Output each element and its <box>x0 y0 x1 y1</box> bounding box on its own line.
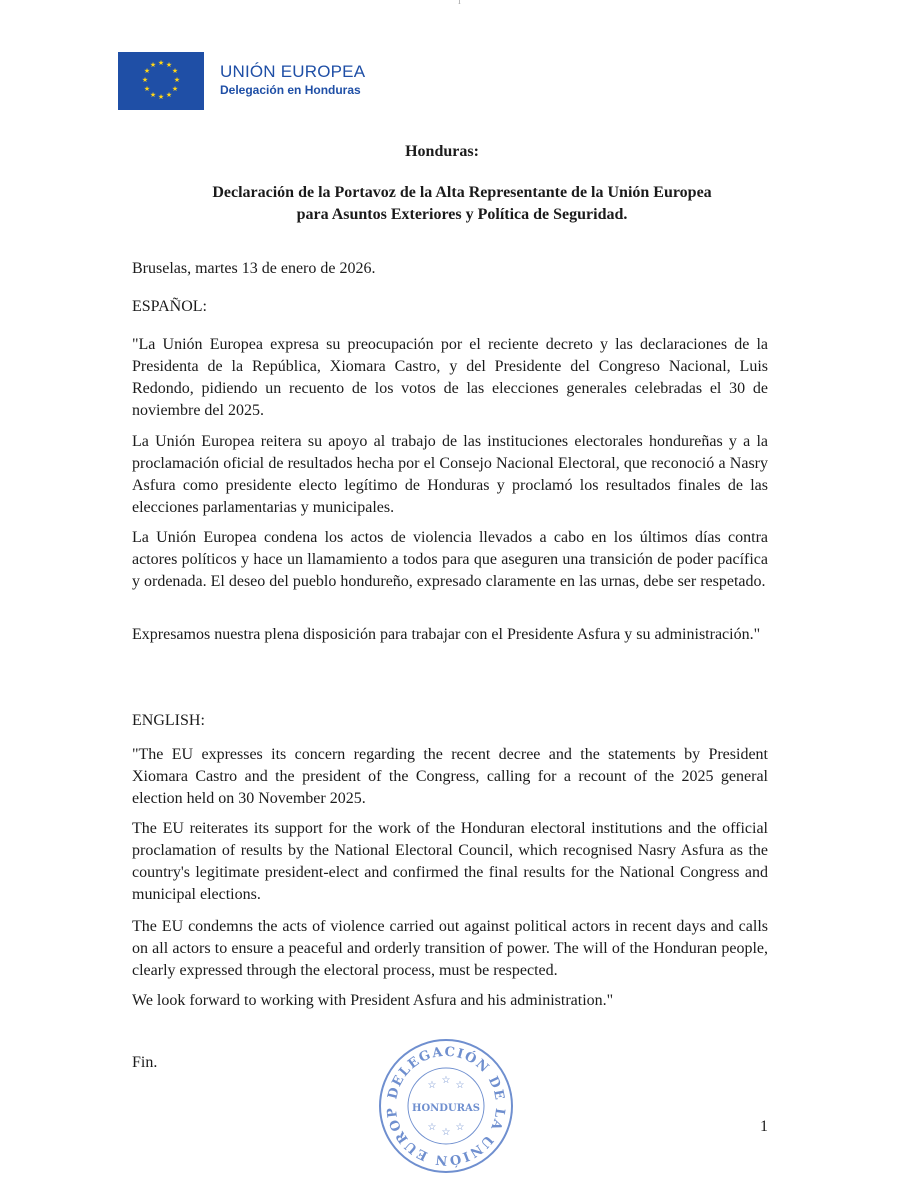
delegation-name: Delegación en Honduras <box>220 83 361 97</box>
english-paragraph-2: The EU reiterates its support for the work of the Honduran electoral institutions and the official proclamation of results by the National Electoral Council, which recognised Nasry Asfura as the country's legitimate president-elect and confirmed the final results for the National Congress and municipal elections. <box>132 820 768 903</box>
svg-text:★: ★ <box>143 85 151 93</box>
english-label: ENGLISH: <box>132 712 205 729</box>
svg-text:★: ★ <box>173 76 181 84</box>
svg-text:★: ★ <box>157 59 165 67</box>
svg-text:★: ★ <box>149 61 157 69</box>
heading-declaration <box>0 182 924 226</box>
svg-text:★: ★ <box>165 61 173 69</box>
svg-text:★: ★ <box>141 76 149 84</box>
letterhead <box>118 52 518 112</box>
english-paragraph-1: "The EU expresses its concern regarding the recent decree and the statements by President Xiomara Castro and the president of the Congress, calling for a recount of the 2025 general election held on 30 November 2025. <box>132 746 768 807</box>
svg-text:☆: ☆ <box>441 1127 451 1138</box>
declaration-line-2: para Asuntos Exteriores y Política de Seguridad. <box>296 206 628 223</box>
stamp-ring-text: DELEGACIÓN DE LA UNIÓN EUROP <box>384 1044 508 1168</box>
date-line: Bruselas, martes 13 de enero de 2026. <box>132 260 376 277</box>
spanish-label: ESPAÑOL: <box>132 298 207 315</box>
page-number: 1 <box>760 1118 768 1135</box>
svg-text:★: ★ <box>165 91 173 99</box>
stamp-center-text: HONDURAS <box>412 1103 480 1114</box>
official-stamp <box>376 1036 516 1176</box>
heading-country: Honduras: <box>405 143 479 160</box>
spanish-paragraph-1: "La Unión Europea expresa su preocupación por el reciente decreto y las declaraciones de la Presidenta de la República, Xiomara Castro, y del Presidente del Congreso Nacional, Luis Redondo, pidiendo un recuento de los votos de las elecciones generales celebradas el 30 de noviembre del 2025. <box>132 336 768 419</box>
svg-text:★: ★ <box>157 93 165 101</box>
spanish-paragraph-3: La Unión Europea condena los actos de violencia llevados a cabo en los últimos días contra actores políticos y hace un llamamiento a todos para que aseguren una transición de poder pacífica y ordenada. El deseo del pueblo hondureño, expresado claramente en las urnas, debe ser respetado. <box>132 529 768 590</box>
scan-speck: ı <box>458 0 461 7</box>
svg-text:★: ★ <box>171 85 179 93</box>
svg-text:☆: ☆ <box>427 1122 437 1133</box>
eu-flag-logo <box>118 52 204 110</box>
closing-text: Fin. <box>132 1054 158 1071</box>
svg-text:☆: ☆ <box>455 1122 465 1133</box>
spanish-paragraph-2: La Unión Europea reitera su apoyo al trabajo de las instituciones electorales hondureñas y a la proclamación oficial de resultados hecha por el Consejo Nacional Electoral, que reconoció a Nasry Asfura como presidente electo legítimo de Honduras y proclamó los resultados finales de las elecciones parlamentarias y municipales. <box>132 433 768 516</box>
svg-text:★: ★ <box>149 91 157 99</box>
english-paragraph-3: The EU condemns the acts of violence carried out against political actors in recent days and calls on all actors to ensure a peaceful and orderly transition of power. The will of the Honduran people, clearly expressed through the electoral process, must be respected. <box>132 918 768 979</box>
svg-text:☆: ☆ <box>441 1075 451 1086</box>
english-paragraph-4: We look forward to working with President Asfura and his administration." <box>132 992 614 1009</box>
org-name: UNIÓN EUROPEA <box>220 62 366 81</box>
svg-text:☆: ☆ <box>427 1080 437 1091</box>
svg-text:★: ★ <box>143 67 151 75</box>
spanish-paragraph-4: Expresamos nuestra plena disposición para trabajar con el Presidente Asfura y su administración." <box>132 626 761 643</box>
svg-text:☆: ☆ <box>455 1080 465 1091</box>
declaration-line-1: Declaración de la Portavoz de la Alta Representante de la Unión Europea <box>212 184 712 201</box>
svg-text:★: ★ <box>171 67 179 75</box>
